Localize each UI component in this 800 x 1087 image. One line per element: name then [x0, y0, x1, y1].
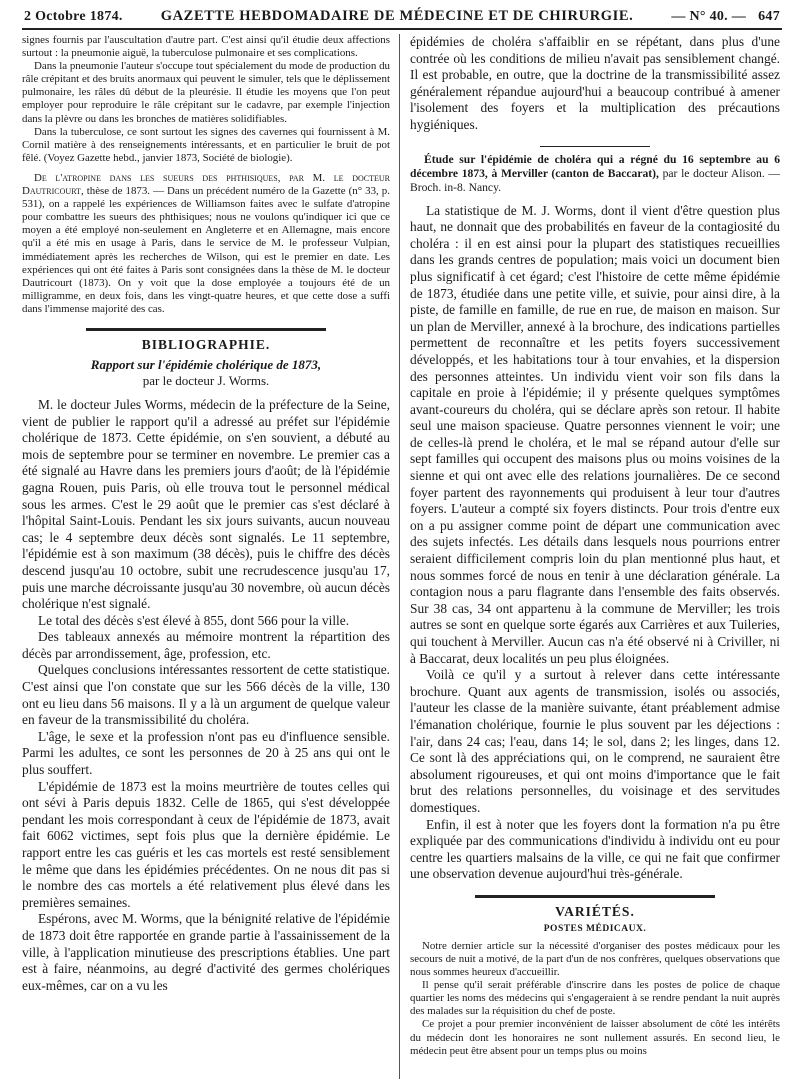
header-right [671, 9, 780, 25]
paragraph: Voilà ce qu'il y a surtout à relever dans cette intéressante brochure. Quant aux agents de transmission, isolés ou associés, l'auteur les classe de la manière suivante, étant préablement admise l'émanation cholérique, fournie le plus souvent par les déjections : l'air, dans 24 cas; l'eau, dans 14; le sol, dans 2; les linges, dans 12. Ce sont là des appréciations qui, on le comprend, ne sauraient être absolument rigoureuses, et qui ont moins d'importance que le fait brut des relations personnelles, du voisinage et des servitudes domestiques. [410, 667, 780, 815]
article-divider [410, 146, 780, 147]
section-divider [410, 895, 780, 898]
paragraph: signes fournis par l'auscultation d'autre part. C'est ainsi qu'il étudie deux affections surtout : la pneumonie aiguë, la tuberculose pulmonaire et ses complications. [22, 34, 390, 60]
paragraph: Des tableaux annexés au mémoire montrent la répartition des décès par arrondissement, âge, profession, etc. [22, 629, 390, 661]
paragraph: Enfin, il est à noter que les foyers dont la formation n'a pu être expliquée par des communications d'individu à individu ont eu pour centre les quartiers malsains de la ville, ce qui ne fait que confirmer une observation devenue aujourd'hui très-générale. [410, 816, 780, 882]
article-byline: par le docteur J. Worms. [142, 372, 270, 388]
section-title-varietes: VARIÉTÉS. [555, 903, 635, 919]
paragraph: Dans la pneumonie l'auteur s'occupe tout spécialement du mode de production du râle crépitant et des bruits anormaux qui peuvent le simuler, tels que le déplissement pulmonaire, les râles dû début de la pleurésie. Il étudie les moyens que l'on peut employer pour reproduire le râle crépitant sur le cadavre, par exemple l'injection dans la plèvre ou dans les bronches de matières solidifiables. [22, 60, 390, 125]
left-column [22, 34, 399, 1079]
etude-body [410, 203, 780, 883]
paragraph: Espérons, avec M. Worms, que la bénignité relative de l'épidémie de 1873 doit être rapportée en grande partie à l'assainissement de la ville, à l'application minutieuse des prescriptions établies. Une part est à faire, néanmoins, au degré d'activité des germes cholériques eux-mêmes, car on a vu les [22, 911, 390, 993]
paragraph: L'épidémie de 1873 est la moins meurtrière de toutes celles qui ont sévi à Paris depuis 1832. Celle de 1865, qui s'est développée pendant les mois correspondant à ceux de l'épidémie de 1873, avait fait 6062 victimes, sept fois plus que la dernière épidémie. Le rapport entre les cas guéris et les cas mortels est resté sensiblement le même que dans les épidémies précédentes. On ne nous dit pas si le nombre des cas mortels a été relativement plus élevé dans les premières semaines. [22, 778, 390, 910]
page-header [22, 0, 782, 30]
paragraph: Quelques conclusions intéressantes ressortent de cette statistique. C'est ainsi que l'on constate que sur les 566 décès de la ville, 130 ont eu lieu dans 56 maisons. Il y a là un argument de quelque valeur en faveur de la transmissibilité du choléra. [22, 662, 390, 728]
paragraph: L'âge, le sexe et la profession n'ont pas eu d'influence sensible. Parmi les adultes, ce sont les personnes de 20 à 25 ans qui ont le plus souffert. [22, 728, 390, 778]
etude-byline: par le docteur Alison. — Broch. in-8. Nancy. [410, 166, 780, 194]
paragraph: épidémies de choléra s'affaiblir en se répétant, dans plus d'une contrée où les conditions de milieu n'avait pas sensiblement changé. Il est probable, en outre, que la doctrine de la transmissibilité assez généralement répandue aujourd'hui a beaucoup contribué à amener l'isolement des foyers et la multiplication des précautions hygiéniques. [410, 34, 780, 132]
article-title: Rapport sur l'épidémie cholérique de 1873, [90, 356, 322, 372]
section-divider [22, 328, 390, 331]
article-header [22, 357, 390, 389]
paragraph: M. le docteur Jules Worms, médecin de la préfecture de la Seine, vient de publier le rapport qu'il a adressé au préfet sur l'épidémie cholérique de 1873. Cette épidémie, on s'en souvient, a débuté au mois de septembre pour se terminer en novembre. Le premier cas a été signalé au Havre dans les premiers jours d'août; de là l'épidémie gagna Rouen, puis Paris, où elle trouva tout le personnel médical sous les armes. C'est le 29 août que le premier cas s'est déclaré à l'hôpital Saint-Louis. Pendant les six jours suivants, aucun nouveau cas; le 4 septembre deux décès sont signalés. Le 11 septembre, l'épidémie est à son maximum (38 décès), puis le chiffre des décès descend jusqu'au 10 octobre, subit une recrudescence jusqu'au 17, puis une marche décroissante jusqu'au 30 novembre, où aucun décès cholérique n'est signalé. [22, 396, 390, 612]
paragraph: La statistique de M. J. Worms, dont il vient d'être question plus haut, ne donnait que des probabilités en faveur de la contagiosité du choléra : il en est ainsi pour la plupart des statistiques recueillies dans les grands centres de population; mais voici un document bien plus significatif à cet égard; c'est l'histoire de cette même épidémie de 1873, étudiée dans une petite ville, et suivie, pour ainsi dire, à la piste, de famille en famille, de rue en rue, de maison en maison. Sur un plan de Merviller, annexé à la brochure, des indications partielles permettent de reconnaître et les petits foyers successivement développés, et les habitations tour à tour envahies, et la dispersion des personnes atteintes. Un individu vient voir son fils dans la capitale en proie à l'épidémie; il y présente quelques symptômes avant-coureurs du choléra, qui se déclare après son retour. Il habite seul une maison spacieuse. Quatre personnes viennent le voir; une de celles-là prend le choléra, et le mal se répand autour d'elle sur sept familles qui occupent des maisons plus ou moins voisines de la sienne et qui ont avec elle des relations journalières. De ce second foyer partent des rayonnements qui produisent à leur tour d'autres foyers. L'auteur a compté six foyers distincts. Pour trois d'entre eux on a pu assigner comme point de départ une communication avec des sujets infectés. Les détails dans lesquels nous pourrions entrer seraient difficilement compris loin du plan mentionné plus haut, et nous sommes forcé de nous en tenir à une déclaration générale. La contagion nous a paru flagrante dans l'ensemble des faits observés. Sur 38 cas, 34 ont appartenu à la commune de Merviller; les trois autres se sont en quelque sorte égarés aux Carrières et aux Tuileries, qui touchent à Merviller. Aucun cas n'a été observé ni à Criviller, ni à Baccarat, deux localités un peu plus éloignées. [410, 202, 780, 666]
paragraph: Dans la tuberculose, ce sont surtout les signes des cavernes qui fournissent à M. Cornil matière à des renseignements intéressants, et en particulier le bruit de pot fêlé. (Voyez Gazette hebd., janvier 1873, Société de biologie). [22, 125, 390, 164]
section-title-bibliographie: BIBLIOGRAPHIE. [141, 336, 271, 352]
bibliography-body [22, 397, 390, 994]
subsection-title: POSTES MÉDICAUX. [543, 923, 647, 934]
right-column [399, 34, 780, 1079]
header-title: GAZETTE HEBDOMADAIRE DE MÉDECINE ET DE CHIRURGIE. [160, 8, 634, 24]
atropine-title: De l'atropine dans les sueurs des phthisiques, [34, 171, 281, 184]
paragraph: Notre dernier article sur la nécessité d'organiser des postes médicaux pour les secours de nuit a motivé, de la part d'un de nos confrères, quelques observations que nous sommes heureux d'accueillir. [410, 939, 780, 979]
header-page-number: 647 [758, 9, 780, 24]
header-date: 2 Octobre 1874. [24, 9, 123, 24]
paragraph: Le total des décès s'est élevé à 855, dont 566 pour la ville. [38, 612, 350, 628]
varietes-body [410, 940, 780, 1058]
atropine-author: par M. le docteur Dautricourt, [22, 171, 390, 198]
atropine-body: thèse de 1873. — Dans un précédent numéro de la Gazette (n° 33, p. 531), on a rappelé les expériences de Williamson faites avec le sulfate d'atropine pour combattre les sueurs des phthisiques; nous ne voulons qu'indiquer ici que ce moyen a été employé non-seulement en Angleterre et en Allemagne, mais encore qu'il a été mis en usage à Paris, dans le service de M. le professeur Vulpian, immédiatement après les recherches de Wilson, qui est le premier en date. Les expériences qui ont été faites à Paris sont consignées dans la thèse de M. le docteur Dautricourt (1873). On y voit que la dose employée a toujours été de un milligramme, en deux fois, dans les vingt-quatre heures, et que cette dose a suffi dans l'immense majorité des cas. [22, 185, 390, 315]
header-issue: — N° 40. — [671, 9, 747, 24]
columns [22, 34, 782, 1079]
paragraph: Il pense qu'il serait préférable d'inscrire dans les postes de police de chaque quartier les noms des médecins qui s'engageraient à se rendre pendant la nuit auprès des malades sur la réquisition du chef de poste. [410, 979, 780, 1018]
paragraph: Ce projet a pour premier inconvénient de laisser absolument de côté les intérêts du médecin dont les honoraires ne sont nullement assurés. En second lieu, le médecin peut être absent pour un temps plus ou moins [410, 1018, 780, 1057]
bibliography-continued [410, 34, 780, 134]
atropine-review [22, 172, 390, 316]
etude-title: Étude sur l'épidémie de choléra qui a régné du 16 septembre au 6 décembre 1873, à Merviller (canton de Baccarat), [410, 152, 780, 180]
etude-heading [410, 153, 780, 195]
review-continued [22, 34, 390, 316]
